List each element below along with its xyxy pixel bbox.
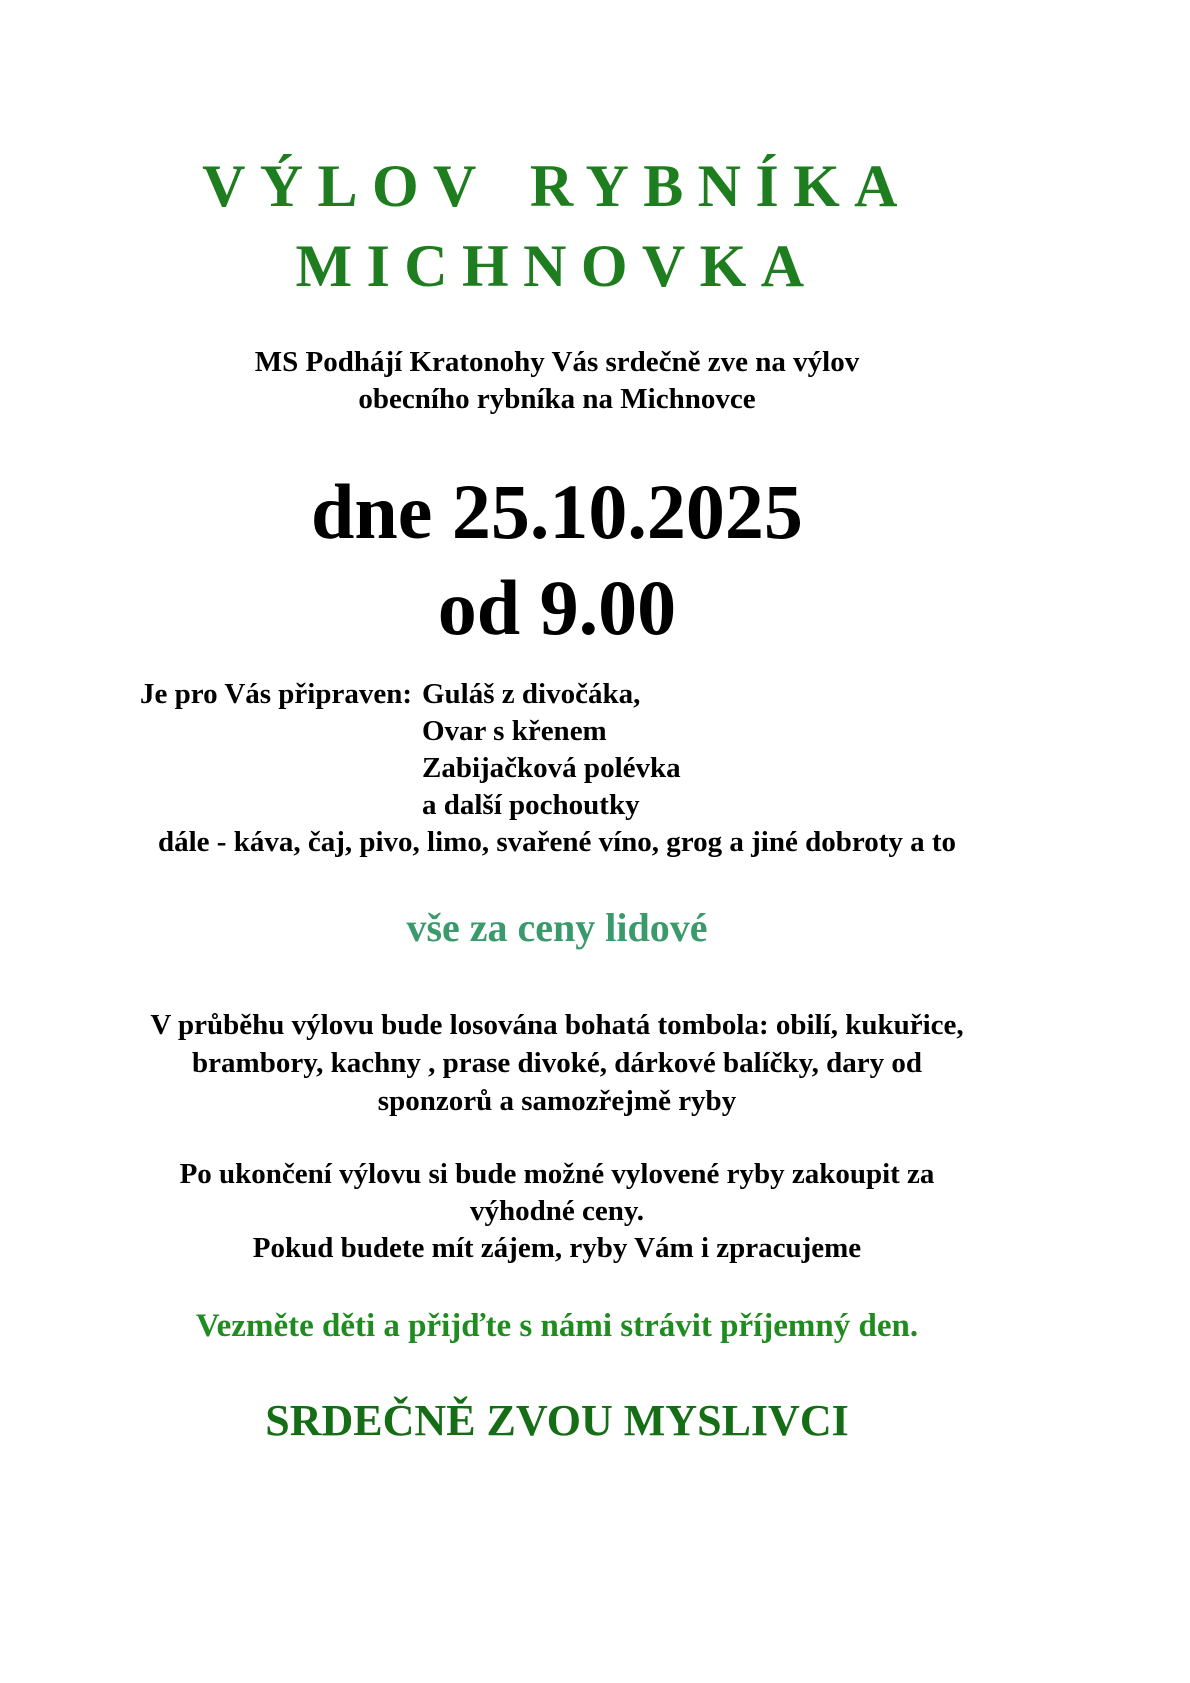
menu-item-1: Guláš z divočáka,	[422, 678, 641, 710]
fish-purchase-paragraph	[110, 1156, 1004, 1267]
poster-subtitle-line1: MS Podhájí Kratonohy Vás srdečně zve na výlov	[254, 346, 860, 378]
tombola-line1: V průběhu výlovu bude losována bohatá tombola: obilí, kukuřice,	[150, 1009, 964, 1041]
menu-section	[140, 676, 1004, 824]
poster-subtitle-line2: obecního rybníka na Michnovce	[358, 383, 756, 415]
fish-purchase-line3: Pokud budete mít zájem, ryby Vám i zpracujeme	[252, 1232, 862, 1264]
menu-item-3: Zabijačková polévka	[422, 752, 681, 784]
fish-purchase-line1: Po ukončení výlovu si bude možné vylovené ryby zakoupit za	[179, 1158, 935, 1190]
fish-purchase-line2: výhodné ceny.	[469, 1195, 645, 1227]
event-date-line: dne 25.10.2025	[311, 468, 803, 555]
footer-signature: SRDEČNĚ ZVOU MYSLIVCI	[265, 1396, 849, 1445]
poster-title-line2: MICHNOVKA	[295, 233, 819, 299]
poster-title-line1: VÝLOV RYBNÍKA	[202, 153, 912, 219]
tombola-line2: brambory, kachny , prase divoké, dárkové balíčky, dary od	[192, 1047, 922, 1079]
tombola-line3: sponzorů a samozřejmě ryby	[377, 1085, 737, 1117]
menu-row-1	[140, 676, 1004, 713]
poster-subtitle	[110, 344, 1004, 418]
menu-label: Je pro Vás připraven:	[140, 678, 413, 710]
prices-line: vše za ceny lidové	[406, 905, 708, 950]
menu-extras: dále - káva, čaj, pivo, limo, svařené víno, grog a jiné dobroty a to	[157, 826, 957, 858]
poster-title	[110, 146, 1004, 306]
tombola-paragraph	[110, 1006, 1004, 1120]
event-date	[110, 464, 1004, 656]
event-time-line: od 9.00	[437, 564, 677, 651]
menu-item-2: Ovar s křenem	[422, 715, 607, 747]
menu-item-4: a další pochoutky	[422, 789, 640, 821]
invitation-line: Vezměte děti a přijďte s námi strávit příjemný den.	[195, 1308, 919, 1344]
